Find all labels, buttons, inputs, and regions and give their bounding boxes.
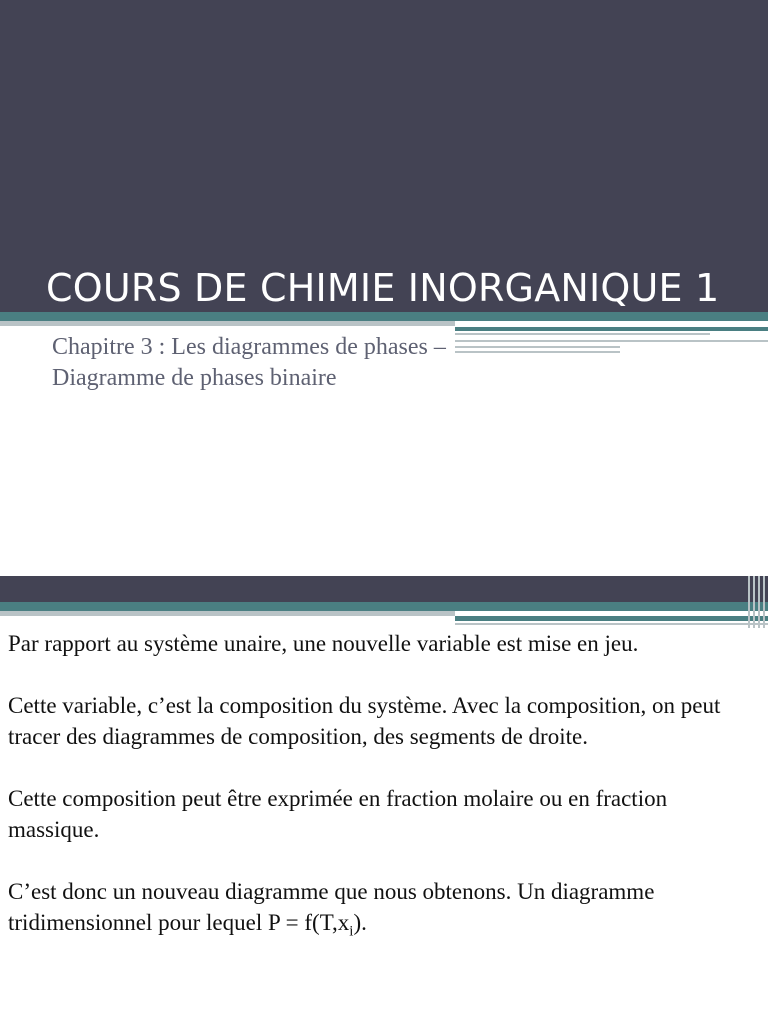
- paragraph-last-suffix: ).: [353, 910, 367, 935]
- paragraph: Cette composition peut être exprimée en fraction molaire ou en fraction massique.: [8, 786, 668, 842]
- paragraph: Cette variable, c’est la composition du système. Avec la composition, on peut tracer des diagrammes de composition, des segments de droite.: [8, 693, 721, 749]
- accent-line-faint-3: [455, 346, 620, 348]
- paragraph-last: [8, 876, 758, 938]
- accent-line-dark: [0, 312, 768, 321]
- paragraph-last-text: C’est donc un nouveau diagramme que nous obtenons. Un diagramme tridimensionnel pour lequel P = f(T,x: [8, 879, 655, 935]
- accent-line-light: [0, 321, 455, 326]
- subscript: i: [349, 923, 354, 940]
- accent-line-thin: [455, 327, 768, 331]
- slide-subtitle: Chapitre 3 : Les diagrammes de phases – Diagramme de phases binaire: [52, 334, 446, 391]
- accent-line-faint-2: [455, 340, 768, 342]
- accent-line-thin: [455, 616, 768, 621]
- header-band: [0, 576, 768, 602]
- accent-line-dark: [0, 602, 768, 611]
- decor-stripe: [748, 576, 750, 628]
- accent-line-faint: [455, 333, 710, 335]
- decor-stripe: [763, 576, 765, 628]
- paragraph: Par rapport au système unaire, une nouvelle variable est mise en jeu.: [8, 631, 639, 656]
- accent-line-faint: [455, 623, 768, 625]
- slide-title: COURS DE CHIMIE INORGANIQUE 1: [46, 266, 720, 310]
- content-slide: [0, 576, 768, 1024]
- body-text: [8, 628, 758, 938]
- accent-line-light: [0, 611, 455, 616]
- decor-stripe: [753, 576, 755, 628]
- accent-line-faint-4: [455, 351, 620, 353]
- decor-stripe: [758, 576, 760, 628]
